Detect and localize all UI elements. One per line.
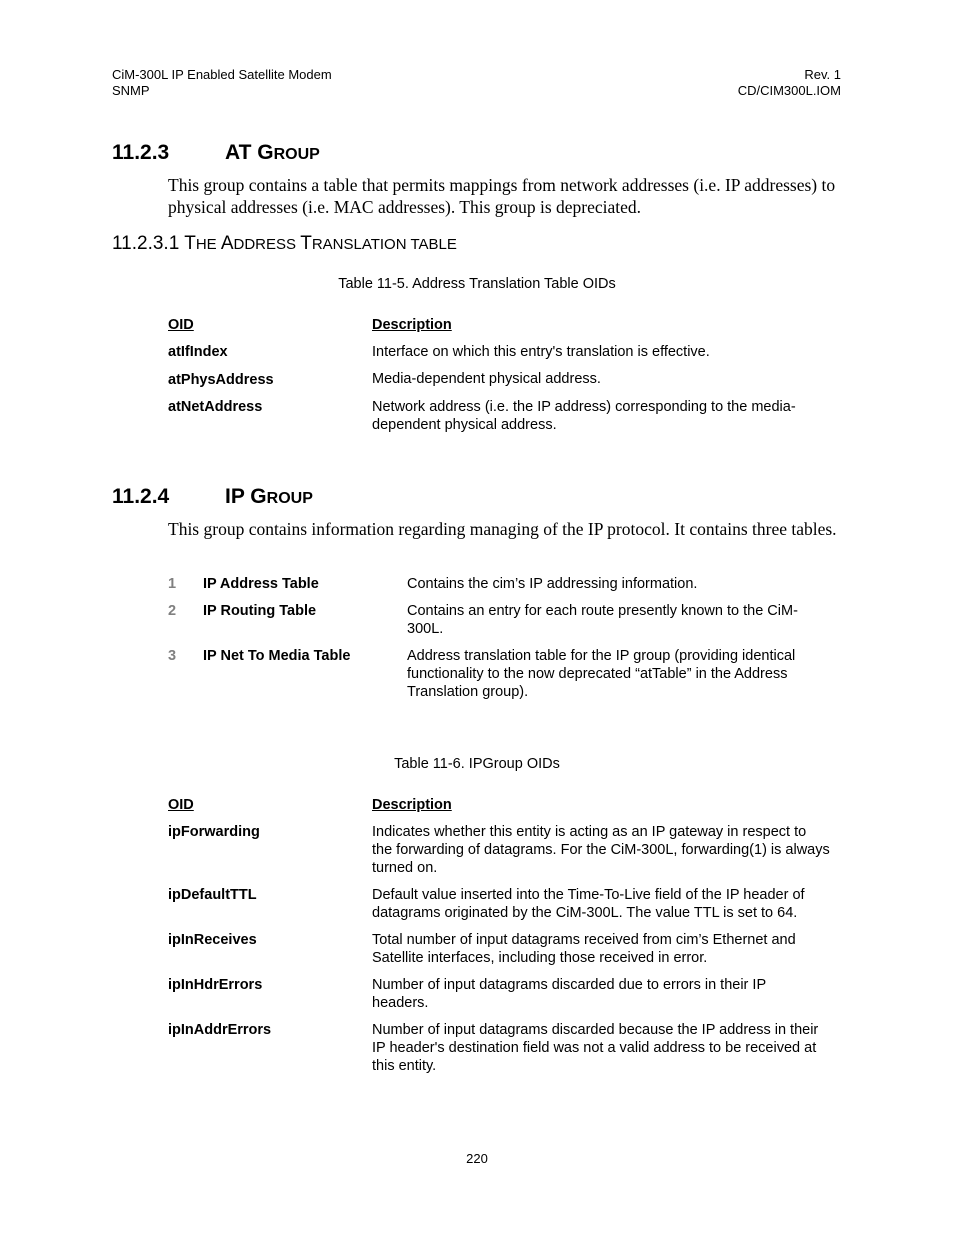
page-number: 220	[466, 1151, 488, 1166]
table-row	[168, 370, 840, 389]
table-row	[168, 398, 840, 434]
oid-name: ipInAddrErrors	[168, 1022, 272, 1038]
section-number: 11.2.4	[112, 485, 170, 508]
list-item	[168, 602, 840, 638]
list-item-number: 3	[168, 648, 177, 664]
section-number: 11.2.3	[112, 141, 170, 164]
oid-name: ipDefaultTTL	[168, 887, 257, 903]
table-row	[168, 931, 840, 967]
list-item-name: IP Net To Media Table	[203, 648, 351, 664]
oid-description: Number of input datagrams discarded due to errors in their IP headers.	[372, 977, 766, 1011]
column-header-description: Description	[372, 317, 452, 333]
column-header-description: Description	[372, 797, 452, 813]
table-row	[168, 343, 840, 361]
ip-tables-list	[168, 575, 840, 710]
page-header-right	[738, 67, 841, 99]
oid-table-address-translation	[168, 316, 840, 443]
list-item-name: IP Routing Table	[203, 603, 317, 619]
oid-description: Media-dependent physical address.	[372, 371, 601, 387]
oid-table-ip-group	[168, 796, 840, 1084]
table-row	[168, 1021, 840, 1075]
list-item-description: Address translation table for the IP group (providing identical functionality to the now deprecated “atTable” in the Address Translation group).	[407, 648, 796, 700]
column-header-oid: OID	[168, 317, 194, 333]
page-header-left	[112, 67, 332, 99]
section-heading-at-group	[112, 141, 320, 167]
oid-name: atNetAddress	[168, 399, 263, 415]
table-row	[168, 823, 840, 877]
section-title-initial: IP G	[225, 485, 267, 508]
section-body-ip-group: This group contains information regarding managing of the IP protocol. It contains three tables.	[168, 519, 837, 539]
subsection-number: 11.2.3.1	[112, 233, 180, 254]
section-title-initial: AT G	[225, 141, 274, 164]
table-row	[168, 976, 840, 1012]
oid-name: atPhysAddress	[168, 372, 274, 388]
oid-description: Indicates whether this entity is acting as an IP gateway in respect to the forwarding of datagrams. For the CiM-300L, forwarding(1) is always turned on.	[372, 824, 830, 876]
list-item-description: Contains the cim’s IP addressing information.	[407, 576, 698, 592]
list-item-description: Contains an entry for each route presently known to the CiM-300L.	[407, 603, 798, 637]
section-title-rest: ROUP	[266, 490, 313, 507]
header-document-title: CiM-300L IP Enabled Satellite Modem	[112, 67, 332, 82]
subsection-heading-address-translation: 11.2.3.1 THE ADDRESS TRANSLATION TABLE	[112, 233, 457, 254]
list-item-name: IP Address Table	[203, 576, 319, 592]
list-item	[168, 575, 840, 593]
oid-name: ipInHdrErrors	[168, 977, 263, 993]
section-body-at-group: This group contains a table that permits mappings from network addresses (i.e. IP addresses) to physical addresses (i.e. MAC addresses). This group is depreciated.	[168, 175, 836, 217]
header-revision: Rev. 1	[804, 67, 841, 82]
list-item-number: 1	[168, 576, 177, 592]
header-document-id: CD/CIM300L.IOM	[737, 83, 841, 98]
section-heading-ip-group	[112, 485, 313, 511]
oid-description: Total number of input datagrams received from cim’s Ethernet and Satellite interfaces, including those received in error.	[372, 932, 796, 966]
header-chapter: SNMP	[112, 83, 150, 98]
column-header-oid: OID	[168, 797, 194, 813]
oid-name: ipInReceives	[168, 932, 257, 948]
oid-name: ipForwarding	[168, 824, 260, 840]
oid-description: Network address (i.e. the IP address) corresponding to the media-dependent physical address.	[372, 399, 796, 433]
table-row	[168, 886, 840, 922]
list-item-number: 2	[168, 603, 177, 619]
section-title-rest: ROUP	[273, 146, 320, 163]
table-caption-address-translation: Table 11-5. Address Translation Table OIDs	[338, 276, 616, 292]
oid-description: Interface on which this entry's translation is effective.	[372, 344, 710, 360]
table-header-row	[168, 796, 840, 814]
oid-name: atIfIndex	[168, 344, 228, 360]
oid-description: Default value inserted into the Time-To-Live field of the IP header of datagrams originated by the CiM-300L. The value TTL is set to 64.	[372, 887, 805, 921]
table-header-row	[168, 316, 840, 334]
oid-description: Number of input datagrams discarded because the IP address in their IP header's destination field was not a valid address to be received at this entity.	[372, 1022, 819, 1074]
table-caption-ip-group: Table 11-6. IPGroup OIDs	[394, 756, 560, 772]
list-item	[168, 647, 840, 701]
